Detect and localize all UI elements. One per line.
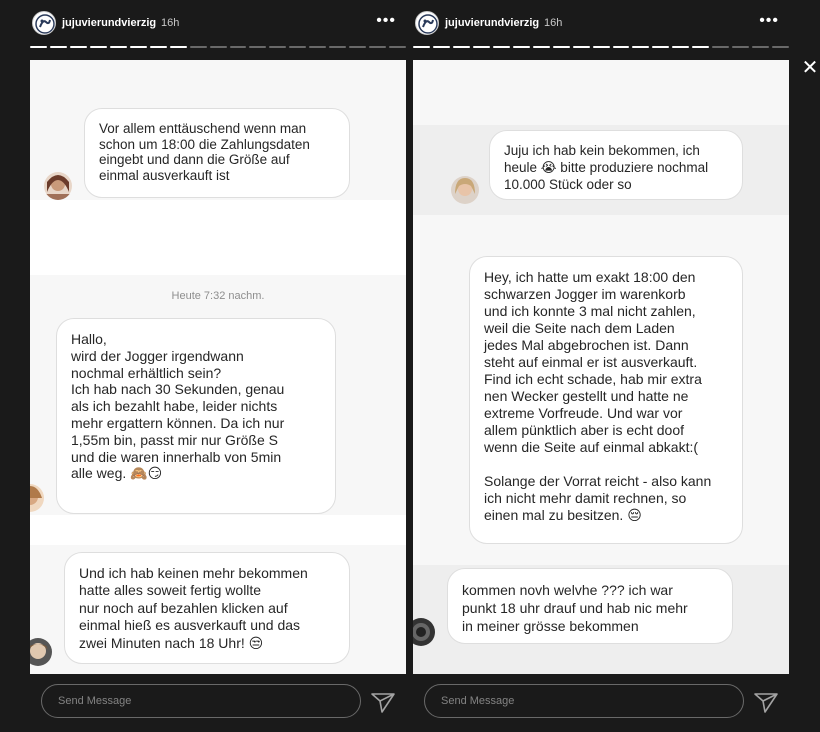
send-message-bar bbox=[411, 674, 791, 732]
story-panel-1[interactable] bbox=[28, 0, 408, 732]
progress-segment bbox=[632, 46, 649, 48]
progress-segment bbox=[413, 46, 430, 48]
post-time: 16h bbox=[544, 17, 563, 29]
username[interactable]: jujuvierundvierzig bbox=[62, 17, 157, 29]
progress-segment bbox=[110, 46, 127, 48]
close-icon[interactable]: ✕ bbox=[801, 57, 819, 79]
more-options-icon[interactable]: ••• bbox=[376, 12, 396, 29]
send-icon[interactable] bbox=[751, 686, 781, 716]
progress-segment bbox=[533, 46, 550, 48]
progress-segment bbox=[593, 46, 610, 48]
story-progress-bar bbox=[30, 46, 406, 48]
progress-segment bbox=[553, 46, 570, 48]
progress-segment bbox=[369, 46, 386, 48]
post-time: 16h bbox=[161, 17, 180, 29]
progress-segment bbox=[772, 46, 789, 48]
progress-segment bbox=[70, 46, 87, 48]
message-bubble: kommen novh welvhe ??? ich war punkt 18 uhr drauf und hab nic mehr in meiner grösse bekommen bbox=[447, 568, 733, 644]
progress-segment bbox=[329, 46, 346, 48]
progress-segment bbox=[389, 46, 406, 48]
username[interactable]: jujuvierundvierzig bbox=[445, 17, 540, 29]
progress-segment bbox=[30, 46, 47, 48]
progress-segment bbox=[150, 46, 167, 48]
story-image bbox=[30, 60, 406, 674]
progress-segment bbox=[433, 46, 450, 48]
progress-segment bbox=[613, 46, 630, 48]
progress-segment bbox=[692, 46, 709, 48]
progress-segment bbox=[269, 46, 286, 48]
send-message-input[interactable]: Send Message bbox=[41, 684, 361, 718]
story-header bbox=[411, 8, 791, 38]
progress-segment bbox=[652, 46, 669, 48]
progress-segment bbox=[349, 46, 366, 48]
logo-icon bbox=[416, 12, 439, 35]
message-bubble: Und ich hab keinen mehr bekommen hatte alles soweit fertig wollte nur noch auf bezahlen klicken auf einmal hieß es ausverkauft und das zwei Minuten nach 18 Uhr! 😒 bbox=[64, 552, 350, 664]
progress-segment bbox=[573, 46, 590, 48]
progress-segment bbox=[473, 46, 490, 48]
progress-segment bbox=[50, 46, 67, 48]
message-bubble: Juju ich hab kein bekommen, ich heule 😭 bitte produziere nochmal 10.000 Stück oder so bbox=[489, 130, 743, 200]
progress-segment bbox=[513, 46, 530, 48]
profile-avatar[interactable] bbox=[32, 11, 56, 35]
message-bubble: Vor allem enttäuschend wenn man schon um 18:00 die Zahlungsdaten eingebt und dann die Größe auf einmal ausverkauft ist bbox=[84, 108, 350, 198]
sender-avatar bbox=[44, 172, 72, 200]
message-bubble: Hey, ich hatte um exakt 18:00 den schwarzen Jogger im warenkorb und ich konnte 3 mal nicht zahlen, weil die Seite nach dem Laden jedes Mal abgebrochen ist. Dann steht auf einmal er ist ausverkauft. Find ich echt schade, hab mir extra nen Wecker gestellt und hatte ne extreme Vorfreude. Und war vor allem pünktlich aber is echt doof wenn die Seite auf einmal abkakt:( Solange der Vorrat reicht - also kann ich nicht mehr damit rechnen, so einen mal zu besitzen. 😔 bbox=[469, 256, 743, 544]
story-progress-bar bbox=[413, 46, 789, 48]
progress-segment bbox=[230, 46, 247, 48]
progress-segment bbox=[732, 46, 749, 48]
progress-segment bbox=[210, 46, 227, 48]
message-timestamp: Heute 7:32 nachm. bbox=[171, 290, 265, 302]
story-image bbox=[413, 60, 789, 674]
message-bubble: Hallo, wird der Jogger irgendwann nochmal erhältlich sein? Ich hab nach 30 Sekunden, genau als ich bezahlt habe, leider nichts mehr ergattern können. Da ich nur 1,55m bin, passt mir nur Größe S und die waren innerhalb von 5min alle weg. 🙈😏 bbox=[56, 318, 336, 514]
story-panel-2[interactable] bbox=[411, 0, 791, 732]
progress-segment bbox=[90, 46, 107, 48]
sender-avatar bbox=[451, 176, 479, 204]
profile-avatar[interactable] bbox=[415, 11, 439, 35]
story-header bbox=[28, 8, 408, 38]
progress-segment bbox=[289, 46, 306, 48]
progress-segment bbox=[672, 46, 689, 48]
progress-segment bbox=[309, 46, 326, 48]
send-message-bar bbox=[28, 674, 408, 732]
progress-segment bbox=[130, 46, 147, 48]
progress-segment bbox=[712, 46, 729, 48]
progress-segment bbox=[493, 46, 510, 48]
more-options-icon[interactable]: ••• bbox=[759, 12, 779, 29]
progress-segment bbox=[453, 46, 470, 48]
send-message-input[interactable]: Send Message bbox=[424, 684, 744, 718]
progress-segment bbox=[752, 46, 769, 48]
logo-icon bbox=[33, 12, 56, 35]
progress-segment bbox=[249, 46, 266, 48]
send-icon[interactable] bbox=[368, 686, 398, 716]
progress-segment bbox=[170, 46, 187, 48]
progress-segment bbox=[190, 46, 207, 48]
